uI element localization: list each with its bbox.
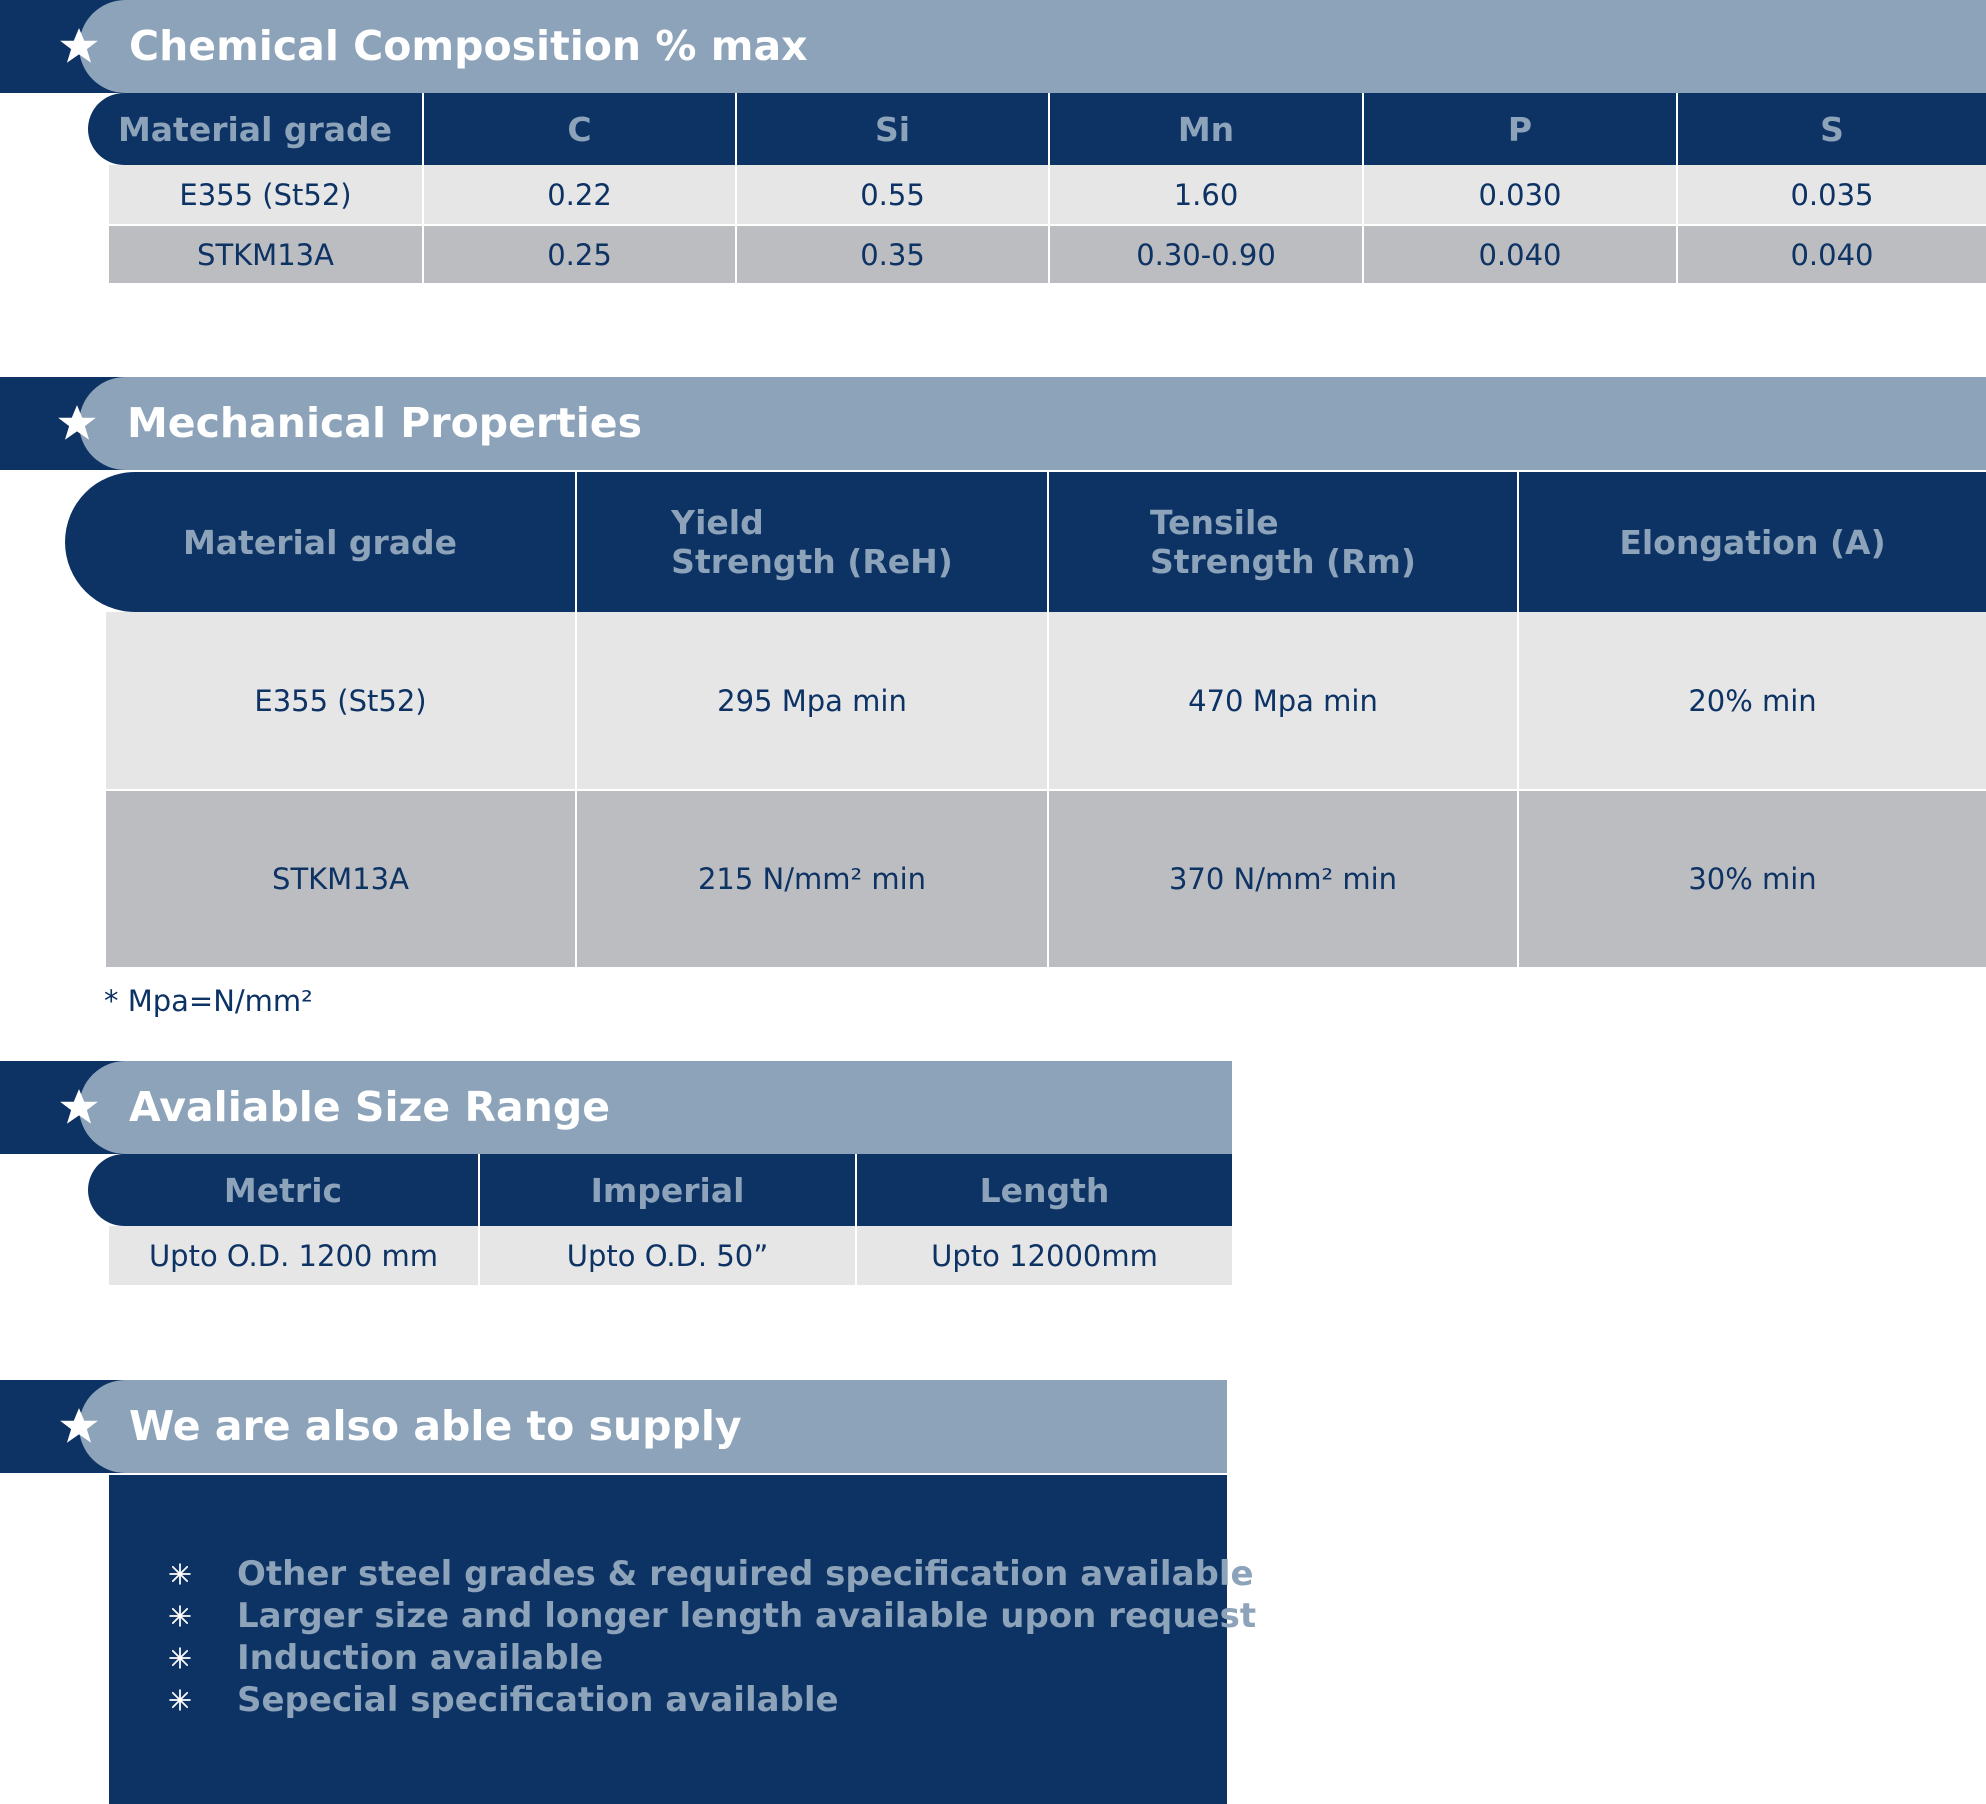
sparkle-icon — [169, 1605, 191, 1627]
cell-s: 0.040 — [1676, 226, 1986, 283]
table-header — [88, 93, 1986, 165]
cell-mn: 1.60 — [1048, 165, 1362, 224]
sparkle-icon — [169, 1689, 191, 1711]
list-item-text: Other steel grades & required specification available — [237, 1554, 1254, 1594]
cell-si: 0.55 — [735, 165, 1048, 224]
sparkle-icon — [169, 1647, 191, 1669]
section-title: Mechanical Properties — [127, 399, 642, 447]
header-yield-strength: Yield Strength (ReH) — [575, 472, 1047, 612]
cell-p: 0.030 — [1362, 165, 1676, 224]
header-p: P — [1362, 93, 1676, 165]
chemical-table — [88, 93, 1986, 283]
header-si: Si — [735, 93, 1048, 165]
star-icon — [58, 1087, 100, 1129]
list-item-text: Sepecial specification available — [237, 1680, 839, 1720]
section-header — [0, 1061, 1232, 1154]
cell-length: Upto 12000mm — [855, 1226, 1232, 1285]
star-icon — [56, 403, 98, 445]
section-title: Avaliable Size Range — [129, 1083, 611, 1131]
cell-grade: STKM13A — [272, 862, 409, 896]
cell-elongation: 30% min — [1517, 791, 1986, 967]
list-item-text: Induction available — [237, 1638, 604, 1678]
section-title: We are also able to supply — [129, 1402, 742, 1450]
table-row — [109, 165, 1986, 224]
cell-c: 0.25 — [422, 226, 735, 283]
cell-si: 0.35 — [735, 226, 1048, 283]
header-c: C — [422, 93, 735, 165]
sparkle-icon — [169, 1563, 191, 1585]
section-header — [0, 0, 1986, 93]
cell-metric: Upto O.D. 1200 mm — [148, 1238, 439, 1273]
section-header — [0, 1380, 1227, 1473]
cell-tensile: 370 N/mm² min — [1047, 791, 1517, 967]
cell-grade: STKM13A — [197, 237, 334, 272]
cell-elongation: 20% min — [1517, 612, 1986, 789]
table-header — [65, 472, 1986, 612]
star-icon — [58, 26, 100, 68]
section-title: Chemical Composition % max — [129, 22, 808, 70]
sizes-table — [88, 1154, 1232, 1285]
supply-box — [109, 1475, 1257, 1804]
table-row — [109, 224, 1986, 283]
header-elongation: Elongation (A) — [1517, 472, 1986, 612]
header-length: Length — [855, 1154, 1232, 1226]
units-note: * Mpa=N/mm² — [104, 984, 313, 1018]
header-metric: Metric — [223, 1170, 343, 1210]
cell-tensile: 470 Mpa min — [1047, 612, 1517, 789]
list-item-text: Larger size and longer length available upon request — [237, 1596, 1257, 1636]
header-material-grade: Material grade — [117, 109, 393, 149]
cell-grade: E355 (St52) — [179, 177, 352, 212]
section-header — [0, 377, 1986, 470]
cell-mn: 0.30-0.90 — [1048, 226, 1362, 283]
mechanical-table — [65, 472, 1986, 967]
star-icon — [58, 1406, 100, 1448]
cell-imperial: Upto O.D. 50” — [478, 1226, 855, 1285]
header-material-grade: Material grade — [182, 522, 458, 562]
cell-c: 0.22 — [422, 165, 735, 224]
cell-s: 0.035 — [1676, 165, 1986, 224]
header-s: S — [1676, 93, 1986, 165]
header-mn: Mn — [1048, 93, 1362, 165]
table-header — [88, 1154, 1232, 1226]
cell-p: 0.040 — [1362, 226, 1676, 283]
cell-yield: 295 Mpa min — [575, 612, 1047, 789]
table-row — [106, 789, 1986, 967]
cell-grade: E355 (St52) — [254, 683, 427, 718]
table-row — [106, 612, 1986, 789]
header-imperial: Imperial — [478, 1154, 855, 1226]
header-tensile-strength: Tensile Strength (Rm) — [1047, 472, 1517, 612]
cell-yield: 215 N/mm² min — [575, 791, 1047, 967]
table-row — [109, 1226, 1232, 1285]
